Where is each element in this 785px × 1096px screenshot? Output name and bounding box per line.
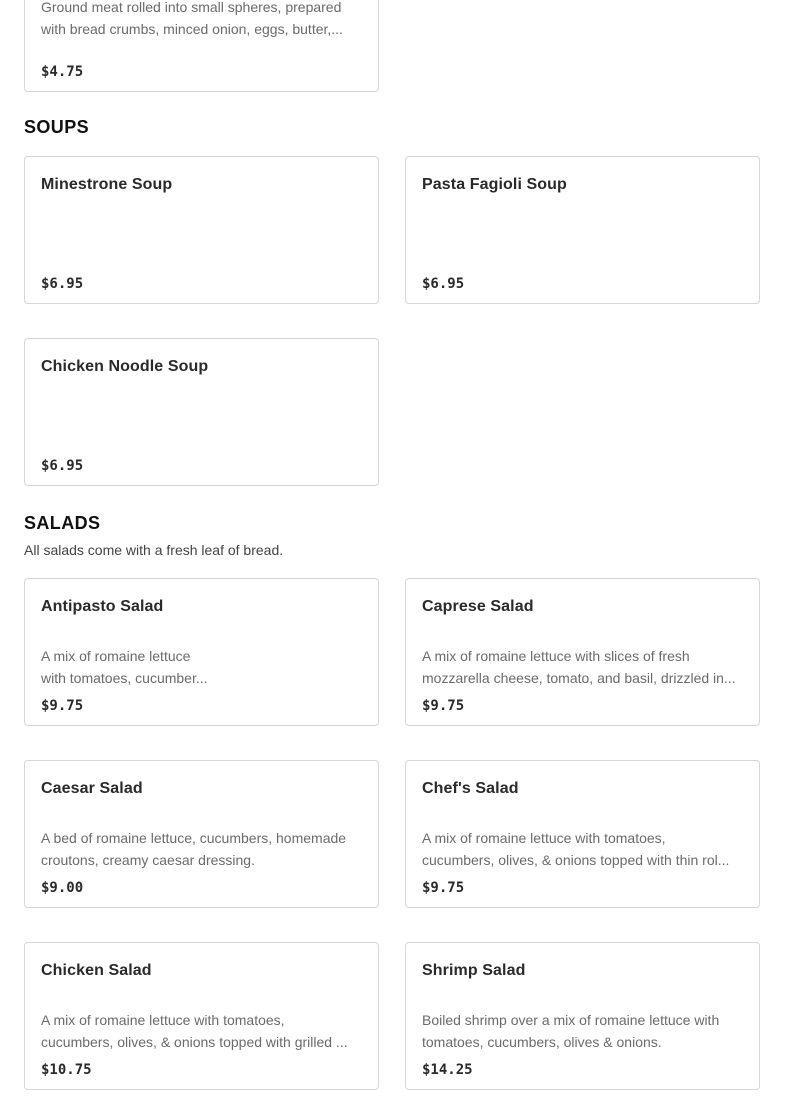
menu-item-card[interactable]: [24, 0, 379, 92]
item-price: $6.95: [41, 458, 84, 474]
menu-item-card[interactable]: [405, 760, 760, 908]
item-price: $4.75: [41, 64, 84, 80]
item-description: Boiled shrimp over a mix of romaine lettuce with tomatoes, cucumbers, olives & onions.: [422, 1012, 720, 1050]
menu-item-card[interactable]: [24, 156, 379, 304]
section-subtitle-salads: All salads come with a fresh leaf of bread.: [24, 542, 284, 558]
item-description: A mix of romaine lettuce with tomatoes, cucumber...: [41, 648, 208, 686]
item-name: Chicken Noodle Soup: [41, 358, 209, 375]
item-price: $9.00: [41, 880, 84, 896]
item-price: $9.75: [41, 698, 84, 714]
section-title-salads: SALADS: [24, 513, 101, 533]
item-name: Pasta Fagioli Soup: [422, 176, 567, 193]
item-name: Minestrone Soup: [41, 176, 173, 193]
item-name: Caesar Salad: [41, 780, 143, 797]
item-price: $10.75: [41, 1062, 92, 1078]
menu-item-card[interactable]: [24, 942, 379, 1090]
item-name: Caprese Salad: [422, 598, 534, 615]
menu-item-card[interactable]: [405, 156, 760, 304]
item-price: $9.75: [422, 880, 465, 896]
item-description: A mix of romaine lettuce with tomatoes, cucumbers, olives, & onions topped with thin rol...: [422, 830, 730, 868]
item-name: Antipasto Salad: [41, 598, 164, 615]
menu-item-card[interactable]: [405, 942, 760, 1090]
item-description: Ground meat rolled into small spheres, prepared with bread crumbs, minced onion, eggs, butter,...: [41, 0, 343, 37]
item-price: $6.95: [422, 276, 465, 292]
menu-item-card[interactable]: [405, 578, 760, 726]
item-price: $9.75: [422, 698, 465, 714]
item-name: Shrimp Salad: [422, 962, 526, 979]
menu-item-card[interactable]: [24, 578, 379, 726]
item-price: $14.25: [422, 1062, 473, 1078]
item-description: A mix of romaine lettuce with tomatoes, cucumbers, olives, & onions topped with grilled ...: [41, 1012, 348, 1050]
item-description: A bed of romaine lettuce, cucumbers, homemade croutons, creamy caesar dressing.: [41, 830, 347, 868]
item-name: Chef's Salad: [422, 780, 519, 797]
item-name: Chicken Salad: [41, 962, 152, 979]
item-price: $6.95: [41, 276, 84, 292]
menu-item-card[interactable]: [24, 338, 379, 486]
menu-item-card[interactable]: [24, 760, 379, 908]
item-description: A mix of romaine lettuce with slices of fresh mozzarella cheese, tomato, and basil, drizzled in...: [422, 648, 736, 686]
section-title-soups: SOUPS: [24, 117, 90, 137]
